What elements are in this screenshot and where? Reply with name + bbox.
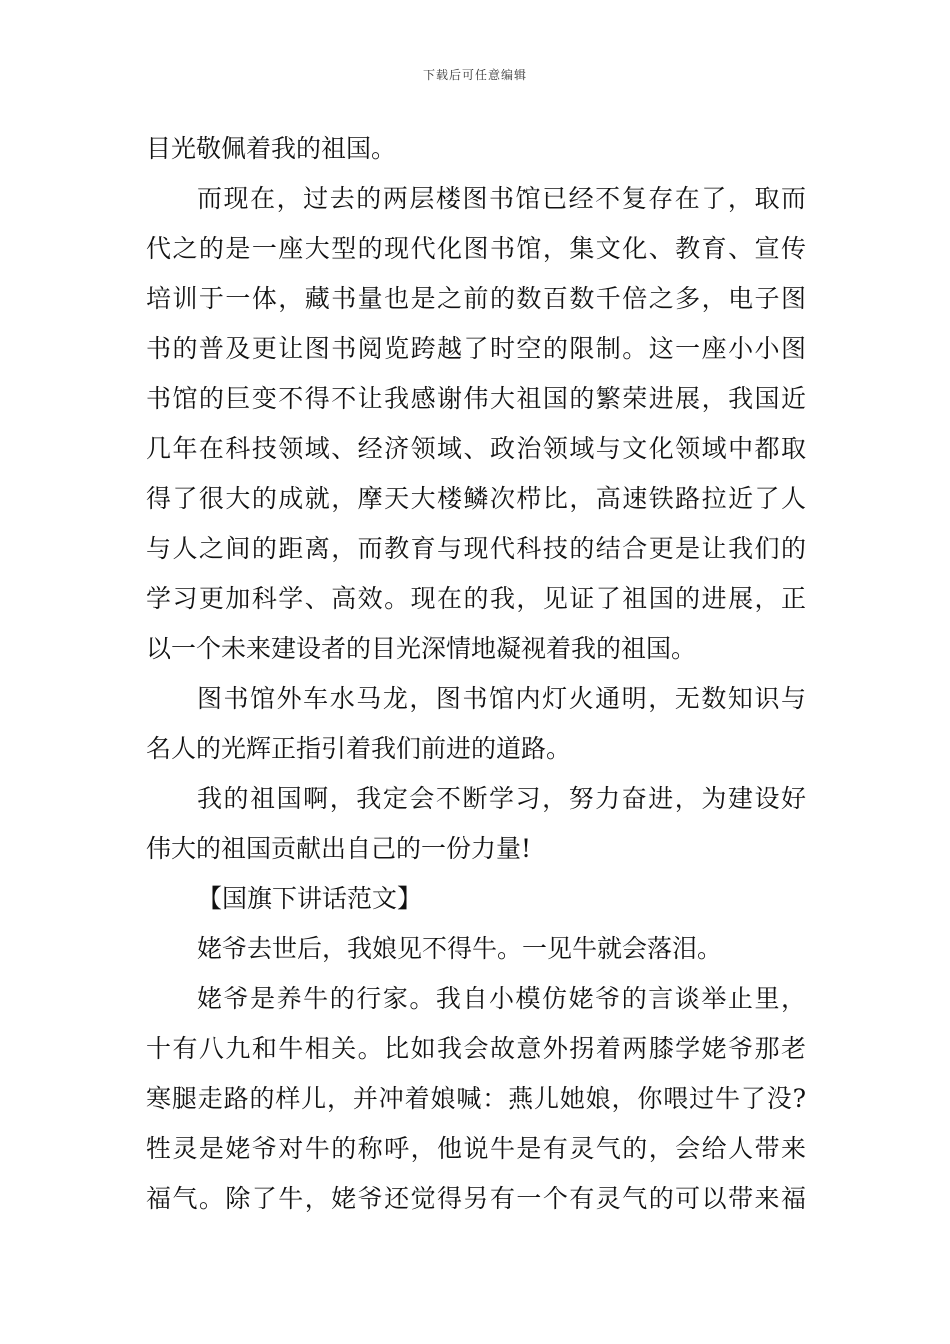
paragraph-line: 我的祖国啊，我定会不断学习，努力奋进，为建设好 bbox=[197, 784, 806, 813]
paragraph-line: 目光敬佩着我的祖国。 bbox=[146, 134, 397, 163]
paragraph-line: 培训于一体，藏书量也是之前的数百数千倍之多，电子图 bbox=[146, 284, 806, 313]
paragraph-line: 以一个未来建设者的目光深情地凝视着我的祖国。 bbox=[146, 634, 697, 663]
document-body bbox=[146, 124, 806, 1224]
paragraph-line: 姥爷是养牛的行家。我自小模仿姥爷的言谈举止里， bbox=[197, 984, 806, 1013]
paragraph-line: 伟大的祖国贡献出自己的一份力量! bbox=[146, 834, 532, 863]
paragraph-line: 书的普及更让图书阅览跨越了时空的限制。这一座小小图 bbox=[146, 334, 806, 363]
paragraph-line: 几年在科技领域、经济领域、政治领域与文化领域中都取 bbox=[146, 434, 806, 463]
page-header: 下载后可任意编辑 bbox=[422, 68, 527, 82]
paragraph-line: 十有八九和牛相关。比如我会故意外拐着两膝学姥爷那老 bbox=[146, 1034, 806, 1063]
paragraph-line: 姥爷去世后，我娘见不得牛。一见牛就会落泪。 bbox=[197, 934, 723, 963]
paragraph-line: 图书馆外车水马龙，图书馆内灯火通明，无数知识与 bbox=[197, 684, 806, 713]
paragraph-line: 代之的是一座大型的现代化图书馆，集文化、教育、宣传 bbox=[146, 234, 806, 263]
paragraph-line: 得了很大的成就，摩天大楼鳞次栉比，高速铁路拉近了人 bbox=[146, 484, 806, 513]
paragraph-line: 福气。除了牛，姥爷还觉得另有一个有灵气的可以带来福 bbox=[146, 1184, 806, 1213]
paragraph-line: 牲灵是姥爷对牛的称呼，他说牛是有灵气的，会给人带来 bbox=[146, 1134, 806, 1163]
paragraph-line: 与人之间的距离，而教育与现代科技的结合更是让我们的 bbox=[146, 534, 806, 563]
paragraph-line: 寒腿走路的样儿，并冲着娘喊：燕儿她娘，你喂过牛了没? bbox=[146, 1084, 806, 1113]
paragraph-line: 书馆的巨变不得不让我感谢伟大祖国的繁荣进展，我国近 bbox=[146, 384, 806, 413]
paragraph-line: 而现在，过去的两层楼图书馆已经不复存在了，取而 bbox=[197, 184, 806, 213]
section-heading: 【国旗下讲话范文】 bbox=[197, 884, 423, 913]
paragraph-line: 学习更加科学、高效。现在的我，见证了祖国的进展，正 bbox=[146, 584, 806, 613]
paragraph-line: 名人的光辉正指引着我们前进的道路。 bbox=[146, 734, 572, 763]
